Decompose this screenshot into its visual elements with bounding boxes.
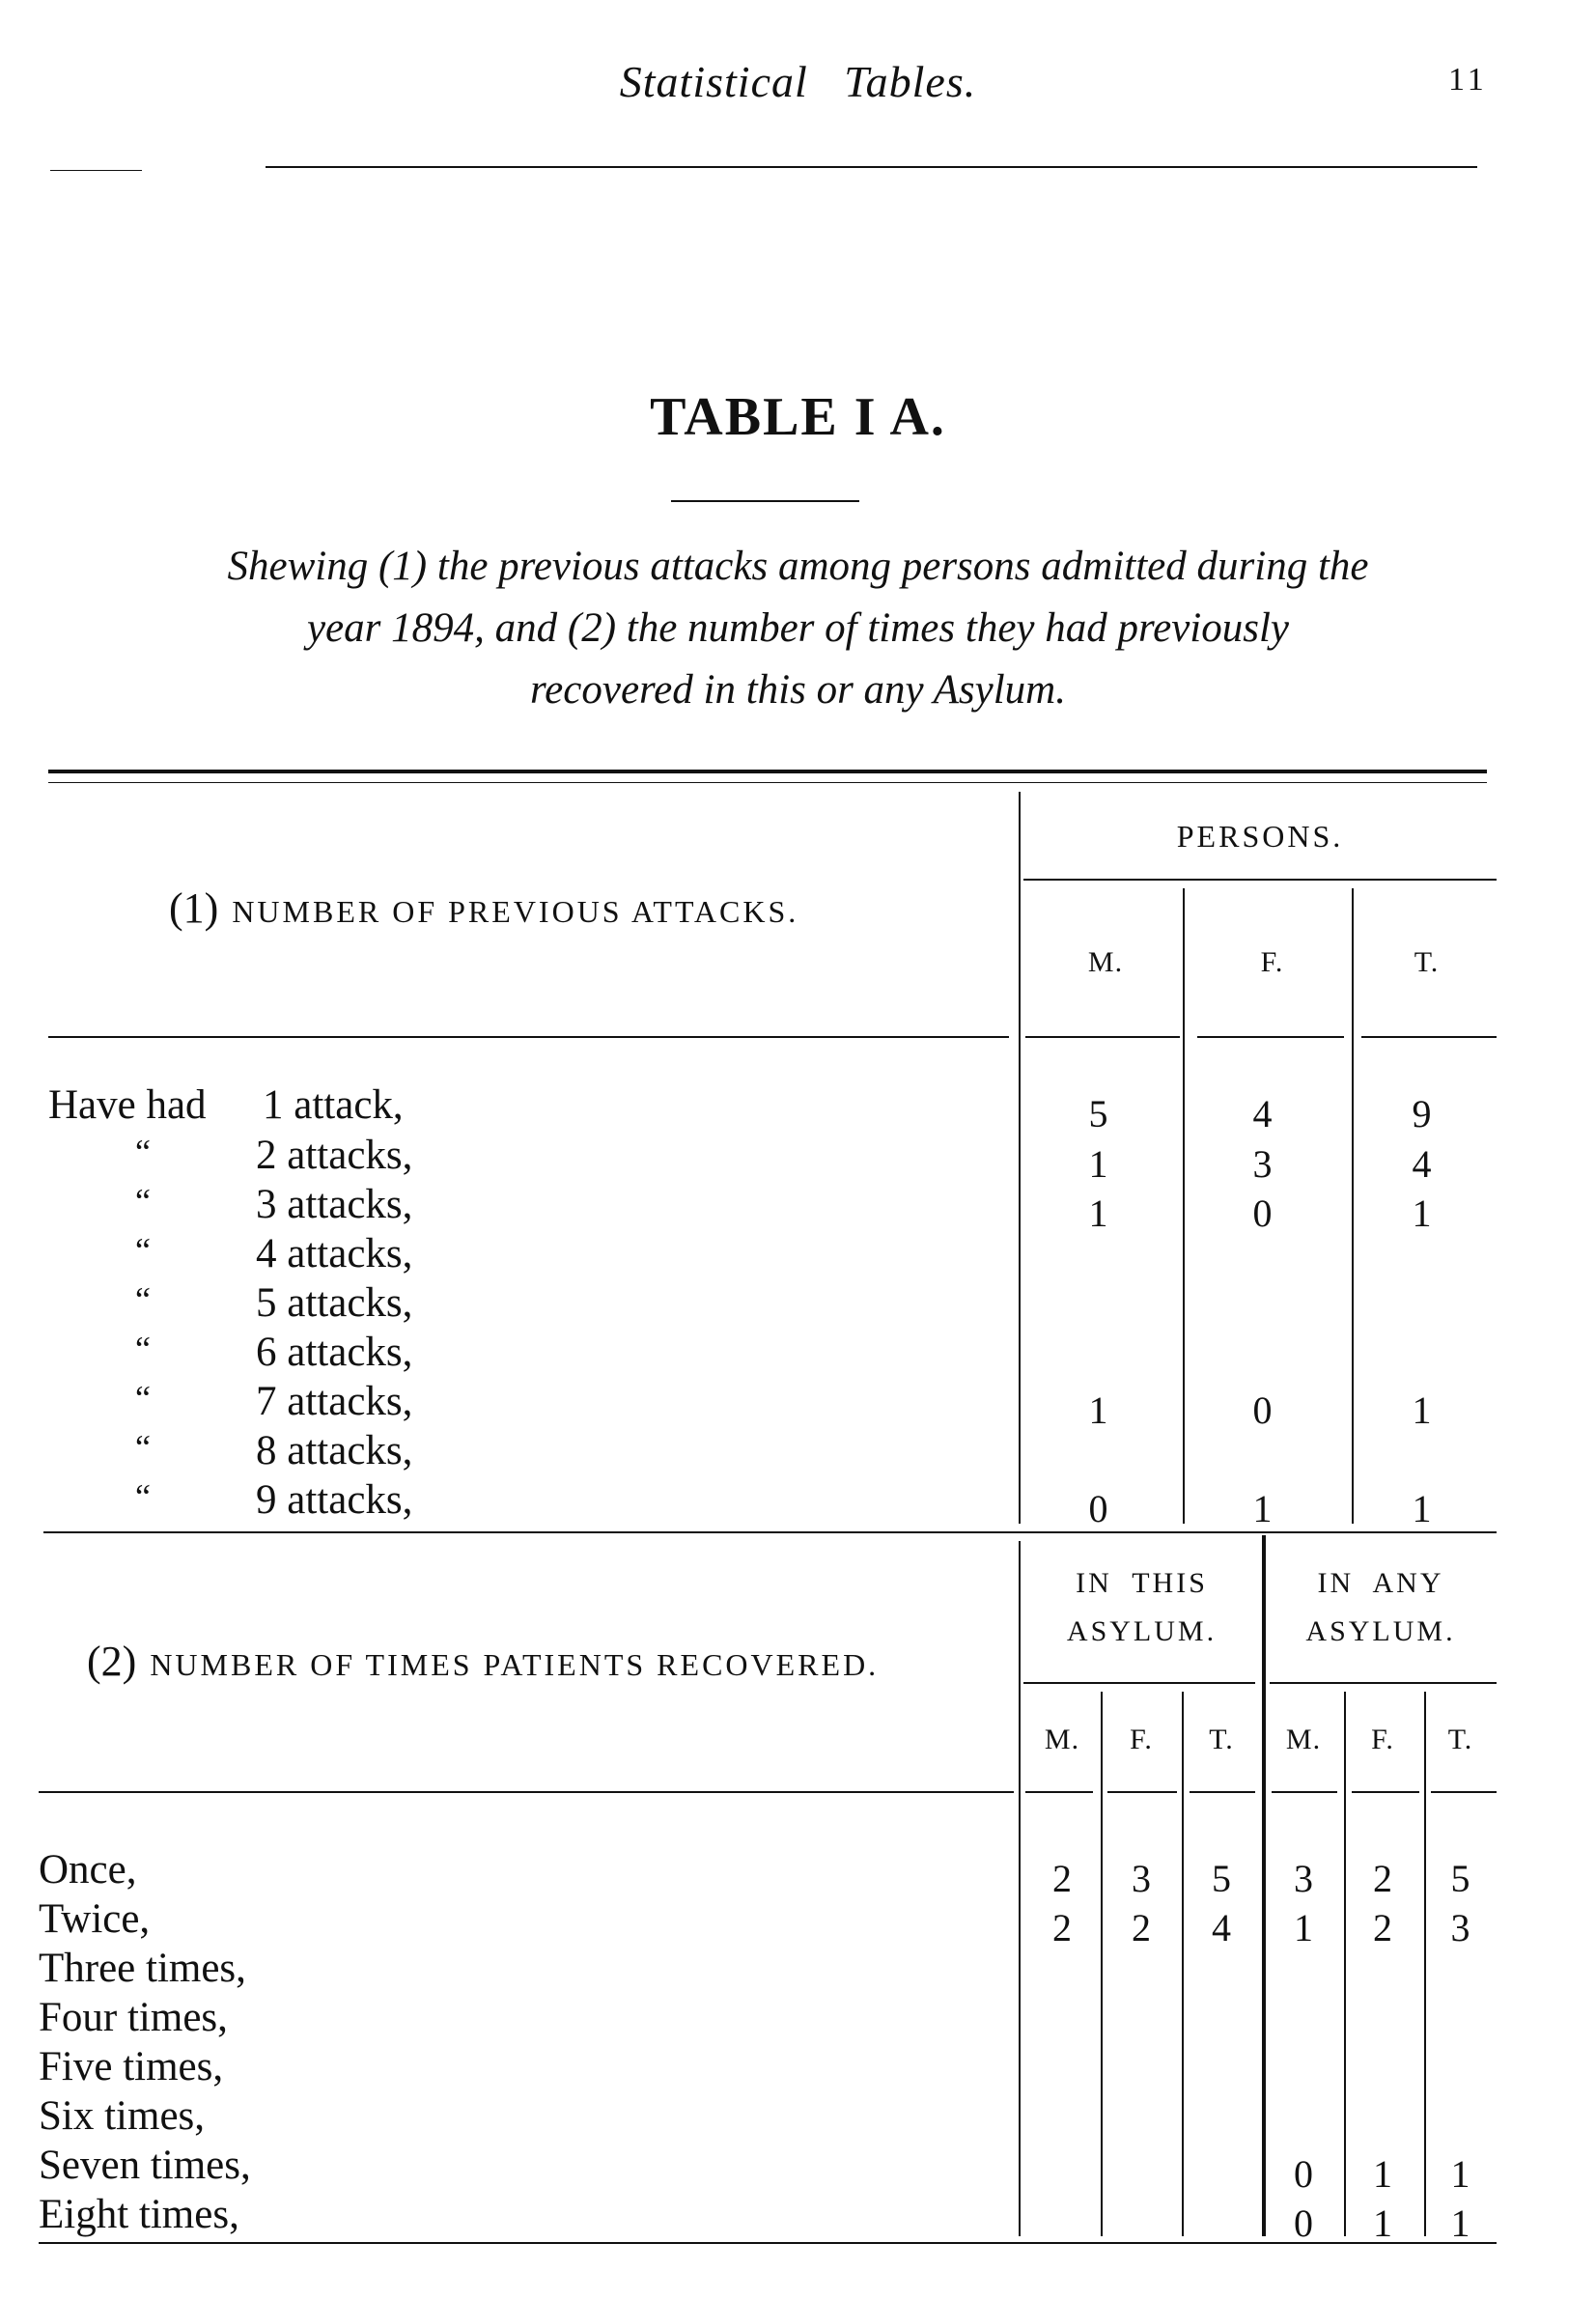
- s1-col-m: M.: [1087, 946, 1124, 978]
- section2-heading-text: NUMBER OF TIMES PATIENTS RECOVERED.: [150, 1647, 880, 1682]
- table-top-rule-thick: [48, 770, 1487, 773]
- s2-cell: 0: [1294, 2201, 1313, 2245]
- s1-row-label: 5 attacks,: [256, 1280, 413, 1326]
- persons-underline: [1023, 879, 1497, 881]
- s1-cell-t: 1: [1412, 1487, 1432, 1530]
- ditto-mark: “: [135, 1379, 151, 1417]
- s2-row-label: Twice,: [39, 1896, 151, 1942]
- s1-row-label: 9 attacks,: [256, 1477, 413, 1523]
- s1-row-label: 8 attacks,: [256, 1428, 413, 1473]
- table-bottom-rule: [39, 2242, 1497, 2244]
- s2-cell: 2: [1373, 1857, 1392, 1900]
- s2-row-label: Five times,: [39, 2044, 224, 2089]
- s2-cell: 1: [1450, 2152, 1470, 2196]
- s1-header-bottom-rule: [48, 1036, 1009, 1038]
- s1-cell-m: 5: [1088, 1092, 1108, 1135]
- running-title: Statistical Tables.: [619, 57, 977, 106]
- s2-row-label: Eight times,: [39, 2192, 239, 2237]
- group-in-this-line-2: ASYLUM.: [1066, 1615, 1218, 1647]
- s2-cell: 5: [1450, 1857, 1470, 1900]
- s1-row-label: 2 attacks,: [256, 1133, 413, 1178]
- section-separator-rule: [43, 1531, 1497, 1533]
- s2-col-underline: [1190, 1791, 1255, 1793]
- s1-col-m-underline: [1025, 1036, 1180, 1038]
- s1-cell-f: 0: [1252, 1192, 1273, 1235]
- subtitle-line-1: Shewing (1) the previous attacks among persons admitted during the: [227, 544, 1369, 589]
- s2-cell: 4: [1212, 1906, 1231, 1949]
- s2-col-any-f: F.: [1371, 1724, 1394, 1755]
- s2-col-underline: [1431, 1791, 1497, 1793]
- s1-cell-t: 9: [1412, 1092, 1432, 1135]
- s2-divider: [1182, 1692, 1184, 2236]
- table-title: TABLE I A.: [650, 387, 946, 447]
- page-number: 11: [1448, 62, 1488, 98]
- s2-cell: 2: [1052, 1906, 1072, 1949]
- s1-divider-main: [1019, 792, 1021, 1524]
- s2-cell: 2: [1052, 1857, 1072, 1900]
- s1-cell-m: 1: [1088, 1388, 1108, 1432]
- s2-row-label: Once,: [39, 1847, 137, 1892]
- s2-divider-main: [1019, 1541, 1021, 2236]
- s2-header-bottom-rule: [39, 1791, 1014, 1793]
- s2-col-any-m: M.: [1285, 1724, 1322, 1755]
- ditto-mark: “: [135, 1182, 151, 1220]
- group-in-any-line-2: ASYLUM.: [1305, 1615, 1456, 1647]
- s1-cell-t: 1: [1412, 1388, 1432, 1432]
- s2-row-label: Three times,: [39, 1946, 246, 1991]
- s2-cell: 2: [1132, 1906, 1151, 1949]
- s2-cell: 3: [1132, 1857, 1151, 1900]
- ditto-mark: “: [135, 1428, 151, 1467]
- ditto-mark: “: [135, 1280, 151, 1319]
- s2-col-underline: [1352, 1791, 1419, 1793]
- s2-cell: 1: [1373, 2152, 1392, 2196]
- s1-row-label: 6 attacks,: [256, 1330, 413, 1375]
- s2-col-any-t: T.: [1447, 1724, 1473, 1755]
- s2-col-this-m: M.: [1044, 1724, 1080, 1755]
- s1-cell-m: 1: [1088, 1192, 1108, 1235]
- s2-row-label: Six times,: [39, 2093, 206, 2139]
- s2-cell: 1: [1294, 1906, 1313, 1949]
- table-subtitle: [39, 536, 1557, 721]
- s1-col-t-underline: [1361, 1036, 1497, 1038]
- ditto-mark: “: [135, 1330, 151, 1368]
- persons-group-label: PERSONS.: [1176, 819, 1344, 854]
- s1-col-f: F.: [1260, 946, 1284, 978]
- ditto-mark: “: [135, 1231, 151, 1270]
- s2-divider: [1101, 1692, 1103, 2236]
- header-rule: [266, 166, 1477, 168]
- s1-cell-f: 1: [1252, 1487, 1273, 1530]
- s1-cell-f: 0: [1252, 1388, 1273, 1432]
- s1-row-label: 7 attacks,: [256, 1379, 413, 1424]
- s2-cell: 1: [1450, 2201, 1470, 2245]
- s1-divider-mf: [1183, 888, 1185, 1524]
- s1-cell-t: 1: [1412, 1192, 1432, 1235]
- s1-cell-f: 4: [1252, 1092, 1273, 1135]
- s2-cell: 3: [1294, 1857, 1313, 1900]
- s1-row-label: 3 attacks,: [256, 1182, 413, 1227]
- s2-cell: 1: [1373, 2201, 1392, 2245]
- s2-col-underline: [1025, 1791, 1093, 1793]
- s2-col-underline: [1272, 1791, 1337, 1793]
- group-in-any-line-1: IN ANY: [1317, 1567, 1444, 1599]
- group-in-any-asylum: [1265, 1559, 1497, 1656]
- ditto-mark: “: [135, 1477, 151, 1516]
- s1-row-first-label: Have had: [48, 1082, 207, 1128]
- subtitle-line-3: recovered in this or any Asylum.: [530, 667, 1066, 713]
- subtitle-line-2: year 1894, and (2) the number of times they had previously: [306, 605, 1290, 651]
- s1-cell-f: 3: [1252, 1142, 1273, 1186]
- section1-heading: [169, 883, 798, 933]
- title-rule: [671, 500, 859, 502]
- section2-number: (2): [87, 1638, 137, 1685]
- s2-cell: 3: [1450, 1906, 1470, 1949]
- s2-col-underline: [1107, 1791, 1177, 1793]
- section1-number: (1): [169, 884, 219, 932]
- section1-heading-text: NUMBER OF PREVIOUS ATTACKS.: [232, 894, 799, 929]
- s2-cell: 2: [1373, 1906, 1392, 1949]
- s1-cell-m: 0: [1088, 1487, 1108, 1530]
- ditto-mark: “: [135, 1133, 151, 1171]
- s2-cell: 5: [1212, 1857, 1231, 1900]
- section2-heading: [87, 1637, 879, 1686]
- group-this-underline: [1023, 1682, 1255, 1684]
- table-top-rule-thin: [48, 782, 1487, 783]
- s1-cell-t: 4: [1412, 1142, 1432, 1186]
- s1-row-label: 4 attacks,: [256, 1231, 413, 1276]
- s1-row-label: 1 attack,: [263, 1082, 404, 1128]
- s1-col-t: T.: [1414, 946, 1440, 978]
- s2-col-this-t: T.: [1209, 1724, 1234, 1755]
- s1-col-f-underline: [1197, 1036, 1344, 1038]
- group-any-underline: [1270, 1682, 1497, 1684]
- s2-col-this-f: F.: [1130, 1724, 1153, 1755]
- s2-row-label: Four times,: [39, 1995, 228, 2040]
- s2-row-label: Seven times,: [39, 2143, 251, 2188]
- group-in-this-line-1: IN THIS: [1076, 1567, 1208, 1599]
- s1-divider-ft: [1352, 888, 1354, 1524]
- header-rule-short: [50, 170, 142, 171]
- s1-cell-m: 1: [1088, 1142, 1108, 1186]
- group-in-this-asylum: [1023, 1559, 1260, 1656]
- s2-cell: 0: [1294, 2152, 1313, 2196]
